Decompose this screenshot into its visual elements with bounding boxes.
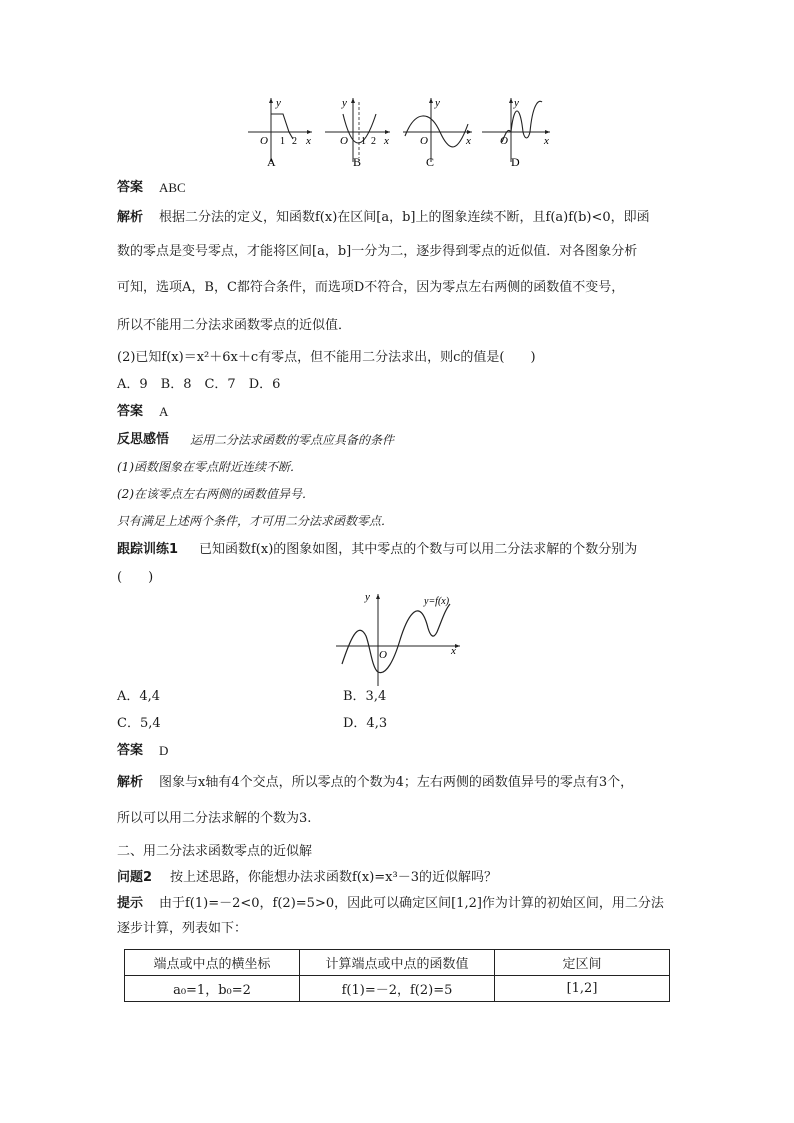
table-row: [125, 976, 670, 1002]
practice-option-c: C．5,4: [117, 716, 161, 731]
graph-c-caption: C: [426, 155, 435, 169]
q1-analysis-label: 解析: [117, 210, 144, 225]
table-cell: f(1)=－2，f(2)=5: [300, 976, 495, 1002]
table-header-cell: 计算端点或中点的函数值: [300, 950, 495, 976]
graph-d-x-label: x: [544, 135, 549, 147]
table-cell: [1,2]: [495, 976, 670, 1002]
graph-b-caption: B: [353, 155, 362, 169]
table-header-cell: 定区间: [495, 950, 670, 976]
graph-b-tick-1: 1: [361, 136, 366, 147]
q1-analysis-line: 可知，选项A，B，C都符合条件，而选项D不符合，因为零点左右两侧的函数值不变号，: [117, 280, 625, 295]
practice-stem: 已知函数f(x)的图象如图，其中零点的个数与可以用二分法求解的个数分别为: [199, 542, 638, 557]
q2-options: A．9 B．8 C．7 D．6: [117, 377, 281, 392]
graph-c-x-label: x: [466, 135, 471, 147]
practice-answer-value: D: [159, 743, 169, 758]
q1-analysis-line: 所以不能用二分法求函数零点的近似值．: [117, 318, 352, 333]
practice-option-a: A．4,4: [117, 689, 161, 704]
table-header-cell: 端点或中点的横坐标: [125, 950, 300, 976]
reflect-line: 只有满足上述两个条件，才可用二分法求函数零点．: [117, 514, 394, 528]
graph-c: [403, 97, 472, 169]
graph-a-caption: A: [267, 155, 276, 169]
q1-analysis-line: 根据二分法的定义，知函数f(x)在区间[a，b]上的图象连续不断，且f(a)f(b)<0，即函: [159, 210, 650, 225]
bisection-table: [124, 949, 670, 1002]
reflect-line: (2)在该零点左右两侧的函数值异号．: [117, 487, 314, 501]
practice-option-d: D．4,3: [343, 716, 388, 731]
problem-text: 按上述思路，你能想办法求函数f(x)=x³－3的近似解吗？: [170, 870, 497, 885]
hint-line: 由于f(1)=－2<0，f(2)=5>0，因此可以确定区间[1,2]作为计算的初始区间，用二分法: [159, 896, 664, 911]
practice-analysis-line: 所以可以用二分法求解的个数为3.: [117, 811, 312, 826]
practice-graph-function-label: y=f(x): [424, 596, 450, 607]
graph-a-tick-1: 1: [280, 136, 285, 147]
graph-b: [325, 97, 390, 169]
section-heading: 二、用二分法求函数零点的近似解: [117, 844, 313, 859]
practice-paren: ( ): [117, 570, 154, 585]
q1-answer-label: 答案: [117, 180, 144, 195]
table-cell: a₀=1，b₀=2: [125, 976, 300, 1002]
table-header-row: [125, 950, 670, 976]
graph-a-x-label: x: [306, 135, 311, 147]
graph-b-y-label: y: [342, 97, 347, 109]
reflect-line: (1)函数图象在零点附近连续不断．: [117, 460, 302, 474]
practice-analysis-label: 解析: [117, 775, 144, 790]
q1-analysis-line: 数的零点是变号零点，才能将区间[a，b]一分为二，逐步得到零点的近似值．对各图象分析: [117, 244, 638, 259]
practice-graph: [332, 588, 472, 688]
practice-answer-label: 答案: [117, 743, 144, 758]
practice-analysis-line: 图象与x轴有4个交点，所以零点的个数为4；左右两侧的函数值异号的零点有3个，: [159, 775, 634, 790]
graph-d-y-label: y: [514, 97, 519, 109]
graph-a-y-label: y: [276, 97, 281, 109]
graph-a: [248, 97, 312, 169]
graph-c-origin: O: [420, 135, 428, 147]
graph-d-origin: O: [500, 135, 508, 147]
graph-a-origin: O: [260, 135, 268, 147]
graph-options-figure: [240, 92, 560, 172]
q2-answer-value: A: [159, 404, 169, 419]
practice-option-b: B．3,4: [343, 689, 387, 704]
q2-answer-label: 答案: [117, 404, 144, 419]
graph-b-origin: O: [340, 135, 348, 147]
graph-b-x-label: x: [384, 135, 389, 147]
q1-answer-value: ABC: [159, 180, 186, 195]
practice-graph-origin: O: [379, 649, 387, 661]
graph-d: [482, 97, 550, 169]
practice-graph-x-label: x: [451, 645, 456, 657]
hint-line: 逐步计算，列表如下：: [117, 921, 248, 936]
reflect-title: 反思感悟: [117, 432, 170, 447]
graph-a-tick-2: 2: [292, 136, 297, 147]
q2-stem: (2)已知f(x)＝x²＋6x＋c有零点，但不能用二分法求出，则c的值是( ): [117, 350, 536, 365]
graph-d-caption: D: [511, 155, 520, 169]
reflect-title-text: 运用二分法求函数的零点应具备的条件: [190, 433, 395, 447]
graph-c-y-label: y: [435, 97, 440, 109]
practice-graph-y-label: y: [365, 591, 370, 603]
problem-label: 问题2: [117, 870, 153, 885]
graph-b-tick-2: 2: [371, 136, 376, 147]
practice-label: 跟踪训练1: [117, 542, 179, 557]
hint-label: 提示: [117, 896, 144, 911]
